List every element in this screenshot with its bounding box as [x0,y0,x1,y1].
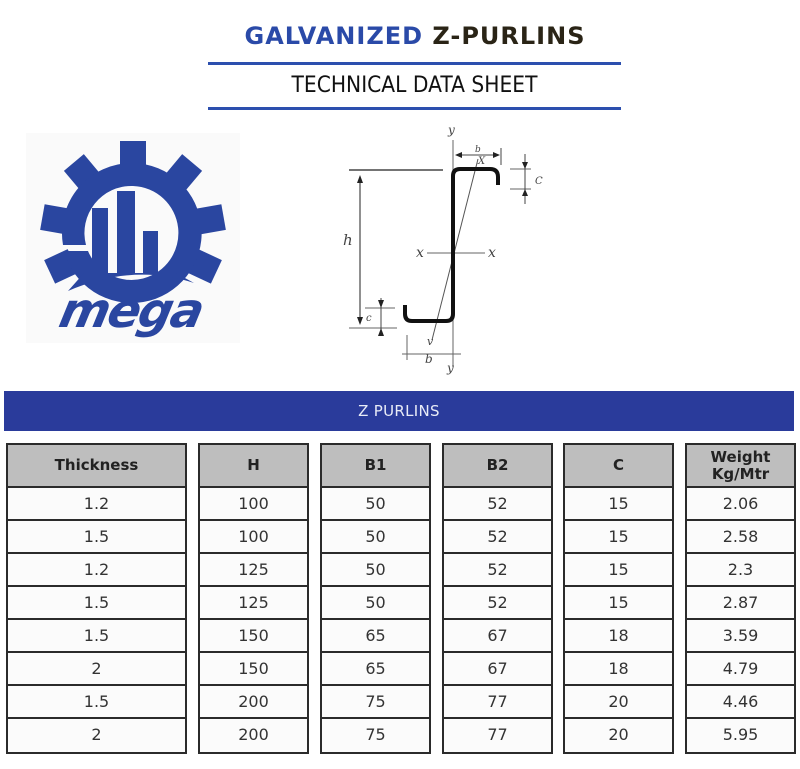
cell-b2: 52 [444,488,551,521]
z-purlin-section-diagram [335,122,560,377]
cell-thickness: 2 [91,725,102,744]
diagram-label-v: v [427,335,434,348]
cell-h: 150 [200,653,307,686]
cell-weight: 3.59 [687,620,794,653]
cell-b1: 65 [322,653,429,686]
cell-b2: 52 [444,521,551,554]
cell-h: 200 [238,725,269,744]
title-divider-bottom [208,107,621,110]
diagram-label-y-top: y [448,123,455,137]
cell-weight: 4.46 [687,686,794,719]
column-b2 [442,443,553,754]
diagram-label-c-bottom: c [366,313,372,324]
header-weight-unit: Kg/Mtr [711,464,770,483]
cell-c: 15 [565,554,672,587]
cell-thickness: 1.5 [8,620,185,653]
column-c [563,443,674,754]
page-subtitle: TECHNICAL DATA SHEET [291,73,538,98]
cell-h: 125 [200,554,307,587]
diagram-label-x-right: x [488,245,496,261]
cell-b2: 77 [444,686,551,719]
cell-h: 150 [200,620,307,653]
cell-b1: 75 [322,686,429,719]
cell-c: 15 [565,587,672,620]
cell-c: 15 [565,521,672,554]
cell-b2: 77 [487,725,508,744]
cell-h: 100 [200,521,307,554]
cell-b2: 52 [444,587,551,620]
diagram-label-b-top: b [475,145,481,155]
cell-c: 20 [608,725,629,744]
diagram-label-x-top: X [478,156,486,167]
mega-logo [26,133,240,343]
logo-text: mega [54,283,208,339]
cell-weight: 2.06 [687,488,794,521]
title-z-purlins: Z-PURLINS [432,22,586,50]
cell-b2: 67 [444,653,551,686]
cell-c: 15 [565,488,672,521]
diagram-label-b-bottom: b [425,352,433,366]
cell-c: 20 [565,686,672,719]
cell-b1: 65 [322,620,429,653]
cell-c: 18 [565,653,672,686]
cell-thickness: 1.5 [8,686,185,719]
cell-thickness: 1.2 [8,488,185,521]
gear-factory-logo-icon [26,133,240,343]
diagram-label-x-left: x [416,245,424,261]
diagram-label-h: h [343,231,353,249]
cell-b1: 50 [322,587,429,620]
column-b1 [320,443,431,754]
header-weight-line [711,449,771,483]
cell-b1: 50 [322,521,429,554]
header-b2: B2 [444,445,551,488]
cell-thickness: 1.5 [8,521,185,554]
cell-b1: 50 [322,488,429,521]
cell-weight: 2.58 [687,521,794,554]
cell-weight: 4.79 [687,653,794,686]
header-weight-label: Weight [710,447,771,466]
cell-thickness: 1.5 [8,587,185,620]
diagram-label-c-top: C [535,176,543,187]
cell-b2: 67 [444,620,551,653]
diagram-label-y-bottom: y [447,361,454,375]
header-thickness: Thickness [8,445,185,488]
section-band-z-purlins: Z PURLINS [4,391,794,431]
column-h [198,443,309,754]
cell-c: 18 [565,620,672,653]
cell-h: 200 [200,686,307,719]
title-galvanized: GALVANIZED [244,22,424,50]
page-title [0,22,800,50]
cell-b1: 75 [365,725,386,744]
cell-b2: 52 [444,554,551,587]
cell-thickness: 2 [8,653,185,686]
cell-h: 100 [200,488,307,521]
header-b1: B1 [322,445,429,488]
cell-weight: 5.95 [722,725,759,744]
cell-weight: 2.87 [687,587,794,620]
cell-thickness: 1.2 [8,554,185,587]
header-h: H [200,445,307,488]
cell-b1: 50 [322,554,429,587]
header-c: C [565,445,672,488]
cell-weight: 2.3 [687,554,794,587]
header-weight [687,445,794,488]
cell-h: 125 [200,587,307,620]
column-weight [685,443,796,754]
title-divider-top [208,62,621,65]
column-thickness [6,443,187,754]
